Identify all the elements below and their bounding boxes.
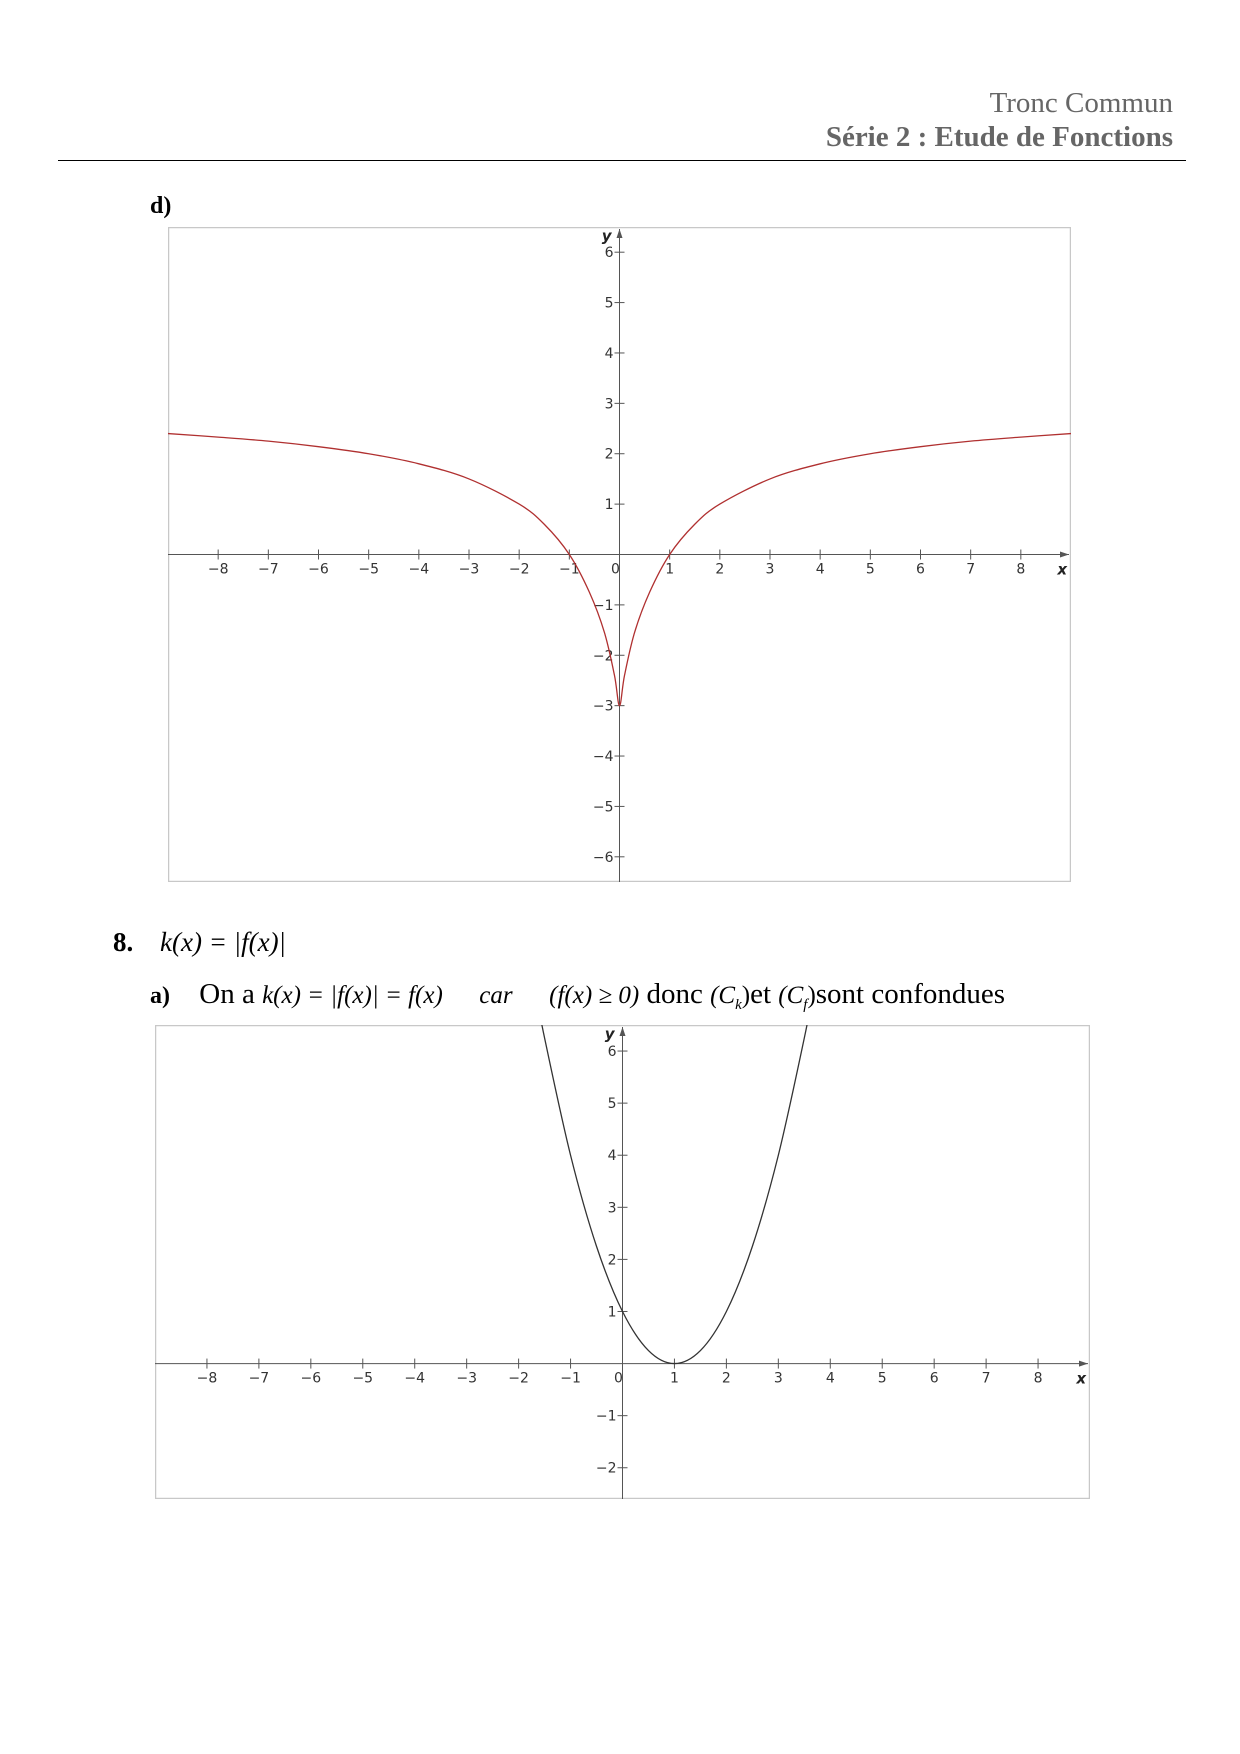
graph-d-x-arrow (1060, 552, 1069, 558)
part-a-expression: k(x) = |f(x)| = f(x) (262, 982, 443, 1009)
graph-k-ytick-label: 2 (607, 1252, 617, 1269)
graph-d-xtick-label: −5 (358, 561, 379, 578)
graph-d-y-label: y (601, 227, 612, 245)
graph-k-xtick-label: −8 (196, 1370, 218, 1387)
question-definition: k(x) = |f(x)| (160, 927, 286, 957)
graph-k-curve (534, 1025, 815, 1364)
part-a-donc: donc (646, 978, 703, 1010)
graph-k-xtick-label: −5 (352, 1370, 374, 1387)
graph-d-xtick-label: −8 (207, 561, 229, 578)
part-a-et: et (750, 978, 772, 1010)
graph-d-xtick-label: 3 (765, 561, 775, 578)
graph-k-xtick-label: 1 (669, 1370, 679, 1387)
graph-k-xtick-label: −6 (300, 1370, 322, 1387)
graph-k-xtick-label: 7 (981, 1370, 991, 1387)
graph-d-ytick-label: −1 (592, 597, 614, 614)
graph-k-xtick-label: 2 (721, 1370, 731, 1387)
graph-k-xtick-label: −7 (248, 1370, 270, 1387)
graph-d-ytick-label: 2 (604, 446, 614, 463)
graph-k-x-arrow (1079, 1361, 1088, 1367)
part-a-conclusion: sont confondues (815, 978, 1006, 1010)
header-series-title: Série 2 : Etude de Fonctions (825, 121, 1173, 153)
graph-d-ytick-label: 4 (604, 345, 614, 362)
graph-k-x-label: x (1076, 1369, 1086, 1388)
graph-k-ytick-label: 3 (607, 1200, 617, 1217)
graph-d-xtick-label: 7 (966, 561, 976, 578)
graph-d-ytick-label: −6 (592, 849, 614, 866)
graph-d-y-arrow (617, 229, 623, 238)
graph-d-xtick-label: −7 (258, 561, 279, 578)
graph-d-xtick-label: 5 (865, 561, 875, 578)
graph-k-xtick-label: 0 (614, 1370, 623, 1387)
question-number: 8. (113, 927, 134, 957)
curve-ck: $(C_k)$ (710, 982, 751, 1013)
graph-d-xtick-label: −1 (559, 561, 580, 578)
graph-d-ytick-label: 1 (604, 497, 614, 514)
section-d-label: d) (150, 193, 172, 219)
graph-d-ytick-label: −4 (592, 749, 614, 766)
graph-d (168, 227, 1071, 882)
graph-k-ytick-label: 5 (607, 1096, 617, 1113)
graph-k (155, 1025, 1090, 1499)
graph-k-xtick-label: 6 (929, 1370, 939, 1387)
header-divider (58, 160, 1186, 161)
question-8 (113, 927, 286, 958)
graph-k-xtick-label: −3 (456, 1370, 477, 1387)
graph-k-xtick-label: 3 (773, 1370, 783, 1387)
graph-d-xtick-label: 0 (611, 561, 620, 578)
graph-d-ytick-label: 6 (604, 245, 614, 262)
part-a-car: car (479, 982, 513, 1009)
graph-d-xtick-label: −6 (308, 561, 329, 578)
graph-k-ytick-label: −2 (595, 1460, 617, 1477)
graph-k-xtick-label: −2 (508, 1370, 529, 1387)
graph-k-ytick-label: 4 (607, 1148, 617, 1165)
curve-cf: $(C_f)$ (778, 982, 816, 1013)
graph-d-xtick-label: −3 (458, 561, 480, 578)
graph-k-y-arrow (620, 1027, 626, 1036)
graph-d-xtick-label: 4 (815, 561, 825, 578)
page-header (826, 86, 1173, 154)
graph-d-ytick-label: −3 (592, 698, 614, 715)
graph-k-xtick-label: −4 (404, 1370, 426, 1387)
graph-d-xtick-label: −4 (408, 561, 430, 578)
graph-d-xtick-label: −2 (508, 561, 530, 578)
part-a-intro: On a (199, 978, 255, 1010)
part-a-statement (150, 978, 1005, 1014)
graph-d-xtick-label: 6 (916, 561, 925, 578)
part-a-condition: (f(x) ≥ 0) (549, 982, 640, 1009)
graph-d-ytick-label: 3 (604, 396, 614, 413)
graph-d-xtick-label: 1 (665, 561, 675, 578)
graph-d-ytick-label: 5 (604, 295, 614, 312)
graph-k-y-label: y (604, 1025, 615, 1043)
graph-d-x-label: x (1057, 560, 1067, 579)
graph-k-xtick-label: −1 (560, 1370, 581, 1387)
graph-d-ytick-label: −2 (592, 648, 614, 665)
graph-k-ytick-label: −1 (595, 1408, 617, 1425)
graph-k-xtick-label: 5 (877, 1370, 887, 1387)
graph-k-ytick-label: 6 (607, 1044, 617, 1061)
graph-k-xtick-label: 4 (825, 1370, 835, 1387)
graph-d-xtick-label: 8 (1016, 561, 1026, 578)
part-a-label: a) (150, 983, 170, 1009)
graph-k-ytick-label: 1 (607, 1304, 617, 1321)
graph-d-ytick-label: −5 (592, 799, 614, 816)
graph-d-xtick-label: 2 (715, 561, 725, 578)
graph-k-xtick-label: 8 (1033, 1370, 1043, 1387)
header-course: Tronc Commun (989, 87, 1173, 119)
